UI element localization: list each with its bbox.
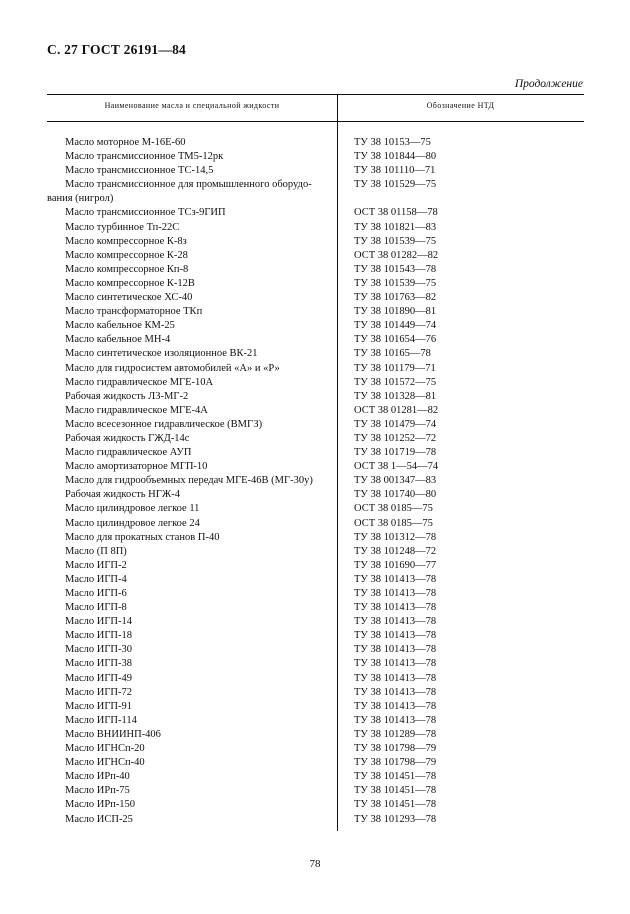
- row-oil-name: [65, 601, 334, 615]
- row-oil-name-text: Масло компрессорное К-8з: [65, 235, 187, 247]
- row-ntd-designation: ТУ 38 101413—78: [354, 658, 437, 670]
- row-oil-name: [65, 164, 334, 178]
- row-ntd-designation: ТУ 38 101690—77: [354, 559, 437, 571]
- row-ntd-designation: ТУ 38 101451—78: [354, 785, 437, 797]
- row-ntd-designation: ТУ 38 101413—78: [354, 630, 437, 642]
- row-oil-name: [65, 700, 334, 714]
- row-oil-name-text: Масло кабельное МН-4: [65, 334, 171, 346]
- page-header-title: С. 27 ГОСТ 26191—84: [47, 42, 186, 57]
- row-oil-name: [65, 235, 334, 249]
- row-oil-name-text: Масло синтетическое изоляционное ВК-21: [65, 348, 258, 360]
- table-row: [47, 432, 584, 446]
- table-row: [47, 545, 584, 559]
- row-oil-name-text: Масло компрессорное К-28: [65, 249, 188, 261]
- row-oil-name-text: Масло компрессорное К-12В: [65, 277, 195, 289]
- row-oil-name: [65, 615, 334, 629]
- row-oil-name: [65, 545, 334, 559]
- row-ntd-designation: ТУ 38 101293—78: [354, 813, 437, 825]
- row-oil-name-text: Масло для гидрообъемных передач МГЕ-46В (МГ-30у): [65, 475, 313, 487]
- row-ntd-designation: ТУ 38 101413—78: [354, 686, 437, 698]
- table-row: [47, 601, 584, 615]
- row-ntd-designation: ОСТ 38 01158—78: [354, 207, 438, 219]
- row-oil-name-text: Масло ИСП-25: [65, 813, 133, 825]
- row-oil-name: [65, 686, 334, 700]
- row-ntd-designation: ОСТ 38 0185—75: [354, 517, 433, 529]
- table-top-rule: [47, 94, 584, 95]
- table-row: [47, 291, 584, 305]
- table-row: [47, 657, 584, 671]
- row-oil-name: [65, 488, 334, 502]
- row-ntd-designation: ТУ 38 101890—81: [354, 306, 437, 318]
- row-ntd-designation: ОСТ 38 01281—82: [354, 404, 439, 416]
- row-oil-name-text: Масло цилиндровое легкое 11: [65, 503, 200, 515]
- row-ntd-designation: ОСТ 38 1—54—74: [354, 461, 439, 473]
- row-oil-name: [65, 460, 334, 474]
- row-oil-name: [65, 263, 334, 277]
- row-oil-name: [65, 672, 334, 686]
- table-row: [47, 756, 584, 770]
- row-ntd-designation: ТУ 38 10165—78: [354, 348, 431, 360]
- row-oil-name: [65, 249, 334, 263]
- row-oil-name-text: Масло трансмиссионное для промышленного оборудо-: [65, 179, 312, 191]
- row-ntd-designation: ТУ 38 101413—78: [354, 573, 437, 585]
- row-oil-name: [65, 376, 334, 390]
- row-oil-name-text: Масло для прокатных станов П-40: [65, 531, 220, 543]
- table-row: [47, 700, 584, 714]
- row-oil-name-text: Масло ИГП-2: [65, 559, 127, 571]
- row-ntd-designation: ТУ 38 101539—75: [354, 277, 437, 289]
- column-header-ntd: Обозначение НТД: [426, 101, 495, 110]
- row-ntd-designation: ТУ 38 101479—74: [354, 418, 437, 430]
- row-ntd-designation: ТУ 38 101312—78: [354, 531, 437, 543]
- row-oil-name-text: Масло кабельное КМ-25: [65, 320, 175, 332]
- table-row: [47, 446, 584, 460]
- row-oil-name: [65, 629, 334, 643]
- row-oil-name-text: Рабочая жидкость ЛЗ-МГ-2: [65, 390, 189, 402]
- table-body: [47, 136, 584, 827]
- row-oil-name-text: Масло всесезонное гидравлическое (ВМГЗ): [65, 418, 263, 430]
- row-ntd-designation: ТУ 38 101543—78: [354, 263, 437, 275]
- row-oil-name: [65, 784, 334, 798]
- table-row: [47, 488, 584, 502]
- table-row: [47, 672, 584, 686]
- table-row: [47, 235, 584, 249]
- row-oil-name: [65, 418, 334, 432]
- row-oil-name: [65, 277, 334, 291]
- row-ntd-designation: ТУ 38 101248—72: [354, 545, 437, 557]
- row-oil-name-text: Масло ИРп-40: [65, 771, 130, 783]
- table-row: [47, 714, 584, 728]
- table-row: [47, 559, 584, 573]
- row-ntd-designation: ТУ 38 101449—74: [354, 320, 437, 332]
- table-row: [47, 319, 584, 333]
- table-row: [47, 333, 584, 347]
- row-ntd-designation: ТУ 38 101798—79: [354, 757, 437, 769]
- table-row: [47, 249, 584, 263]
- row-oil-name-text: Масло ИГП-30: [65, 644, 133, 656]
- table-row: [47, 263, 584, 277]
- table-row: [47, 376, 584, 390]
- row-oil-name-text: Масло ИГП-14: [65, 616, 133, 628]
- row-ntd-designation: ТУ 38 101821—83: [354, 221, 437, 233]
- table-row: [47, 178, 584, 206]
- table-row: [47, 150, 584, 164]
- row-oil-name-text: Масло ИГП-91: [65, 700, 133, 712]
- table-row: [47, 615, 584, 629]
- row-oil-name-text: Масло ИГНСп-20: [65, 743, 145, 755]
- row-ntd-designation: ТУ 38 101529—75: [354, 179, 437, 191]
- row-ntd-designation: ТУ 38 101252—72: [354, 432, 437, 444]
- table-row: [47, 221, 584, 235]
- row-ntd-designation: ОСТ 38 01282—82: [354, 249, 439, 261]
- row-ntd-designation: ТУ 38 101798—79: [354, 743, 437, 755]
- row-oil-name: [65, 756, 334, 770]
- row-oil-name-text: Рабочая жидкость ГЖД-14с: [65, 432, 190, 444]
- table-row: [47, 136, 584, 150]
- table-row: [47, 164, 584, 178]
- row-oil-name-text: Масло турбинное Тп-22С: [65, 221, 180, 233]
- row-oil-name-continuation: вания (нигрол): [47, 193, 114, 205]
- table-header-rule: [47, 121, 584, 122]
- row-oil-name-text: Масло гидравлическое АУП: [65, 447, 192, 459]
- table-row: [47, 418, 584, 432]
- row-ntd-designation: ТУ 38 101740—80: [354, 489, 437, 501]
- row-ntd-designation: ОСТ 38 0185—75: [354, 503, 433, 515]
- row-oil-name: [65, 390, 334, 404]
- row-oil-name-text: Масло цилиндровое легкое 24: [65, 517, 200, 529]
- row-oil-name-text: Масло ИРп-150: [65, 799, 136, 811]
- row-oil-name-text: Масло ИГП-114: [65, 714, 137, 726]
- table-row: [47, 347, 584, 361]
- table-row: [47, 362, 584, 376]
- row-oil-name: [65, 319, 334, 333]
- row-oil-name-text: Масло ИГП-8: [65, 602, 127, 614]
- row-oil-name-text: Масло ИГП-18: [65, 630, 133, 642]
- row-oil-name-text: Масло компрессорное Кп-8: [65, 263, 189, 275]
- row-oil-name: [65, 643, 334, 657]
- row-ntd-designation: ТУ 38 101763—82: [354, 292, 437, 304]
- row-ntd-designation: ТУ 38 101289—78: [354, 728, 437, 740]
- table-row: [47, 798, 584, 812]
- row-ntd-designation: ТУ 38 101413—78: [354, 602, 437, 614]
- table-row: [47, 587, 584, 601]
- row-oil-name-text: Масло ВНИИНП-406: [65, 728, 161, 740]
- row-ntd-designation: ТУ 38 001347—83: [354, 475, 437, 487]
- row-oil-name: [65, 770, 334, 784]
- row-oil-name: [65, 657, 334, 671]
- table-row: [47, 390, 584, 404]
- row-oil-name-text: Масло для гидросистем автомобилей «А» и «Р»: [65, 362, 280, 374]
- row-ntd-designation: ТУ 38 101110—71: [354, 165, 436, 177]
- row-oil-name-text: Масло ИГП-4: [65, 573, 127, 585]
- table-row: [47, 206, 584, 220]
- row-ntd-designation: ТУ 38 101844—80: [354, 151, 437, 163]
- continuation-label: Продолжение: [514, 78, 583, 90]
- row-oil-name: [65, 446, 334, 460]
- row-oil-name-text: Масло ИГП-72: [65, 686, 133, 698]
- row-oil-name: [65, 517, 334, 531]
- row-oil-name-text: Рабочая жидкость НГЖ-4: [65, 489, 180, 501]
- row-oil-name-text: Масло трансмиссионное ТС-14,5: [65, 165, 214, 177]
- table-row: [47, 770, 584, 784]
- table-row: [47, 813, 584, 827]
- page-number: 78: [309, 858, 321, 870]
- table-row: [47, 629, 584, 643]
- table-row: [47, 460, 584, 474]
- row-oil-name-text: Масло ИГП-38: [65, 658, 133, 670]
- row-ntd-designation: ТУ 38 101413—78: [354, 714, 437, 726]
- table-row: [47, 686, 584, 700]
- table-row: [47, 573, 584, 587]
- column-header-name: Наименование масла и специальной жидкости: [104, 101, 280, 110]
- row-oil-name-text: Масло моторное М-16Е-60: [65, 137, 186, 148]
- row-oil-name: [65, 136, 334, 150]
- row-ntd-designation: ТУ 38 101413—78: [354, 700, 437, 712]
- row-oil-name-text: Масло трансмиссионное ТСз-9ГИП: [65, 207, 226, 219]
- row-oil-name: [65, 206, 334, 220]
- row-ntd-designation: ТУ 38 101179—71: [354, 362, 436, 374]
- row-ntd-designation: ТУ 38 101572—75: [354, 376, 437, 388]
- table-row: [47, 277, 584, 291]
- row-oil-name-text: Масло ИГП-6: [65, 588, 127, 599]
- table-row: [47, 305, 584, 319]
- table-row: [47, 728, 584, 742]
- row-ntd-designation: ТУ 38 101451—78: [354, 771, 437, 783]
- row-oil-name: [65, 404, 334, 418]
- row-oil-name: [65, 742, 334, 756]
- row-oil-name: [65, 474, 334, 488]
- row-ntd-designation: ТУ 38 101654—76: [354, 334, 437, 346]
- row-oil-name-text: Масло трансмиссионное ТМ5-12рк: [65, 151, 224, 163]
- table-row: [47, 404, 584, 418]
- row-ntd-designation: ТУ 38 10153—75: [354, 137, 431, 148]
- row-oil-name: [65, 150, 334, 164]
- row-ntd-designation: ТУ 38 101539—75: [354, 235, 437, 247]
- row-oil-name-text: Масло ИГП-49: [65, 672, 133, 684]
- row-oil-name: [65, 333, 334, 347]
- row-oil-name-text: Масло (П 8П): [65, 545, 127, 557]
- row-ntd-designation: ТУ 38 101413—78: [354, 644, 437, 656]
- table-row: [47, 474, 584, 488]
- row-oil-name: [65, 305, 334, 319]
- row-oil-name-text: Масло гидравлическое МГЕ-10А: [65, 376, 214, 388]
- row-oil-name: [65, 813, 334, 827]
- row-oil-name: [65, 531, 334, 545]
- row-oil-name: [65, 587, 334, 601]
- row-ntd-designation: ТУ 38 101451—78: [354, 799, 437, 811]
- row-oil-name: [65, 573, 334, 587]
- table-row: [47, 517, 584, 531]
- row-oil-name: [65, 502, 334, 516]
- row-ntd-designation: ТУ 38 101719—78: [354, 447, 437, 459]
- table-row: [47, 531, 584, 545]
- row-oil-name: [65, 728, 334, 742]
- row-oil-name: [65, 221, 334, 235]
- row-oil-name: [65, 291, 334, 305]
- table-row: [47, 742, 584, 756]
- row-oil-name: [47, 178, 334, 206]
- row-oil-name: [65, 559, 334, 573]
- row-ntd-designation: ТУ 38 101413—78: [354, 672, 437, 684]
- table-row: [47, 643, 584, 657]
- row-oil-name-text: Масло синтетическое ХС-40: [65, 292, 193, 304]
- table-row: [47, 502, 584, 516]
- row-oil-name: [65, 714, 334, 728]
- table-row: [47, 784, 584, 798]
- row-oil-name-text: Масло гидравлическое МГЕ-4А: [65, 404, 208, 416]
- row-oil-name-text: Масло ИРп-75: [65, 785, 130, 797]
- row-ntd-designation: ТУ 38 101413—78: [354, 588, 437, 599]
- row-ntd-designation: ТУ 38 101413—78: [354, 616, 437, 628]
- row-oil-name: [65, 362, 334, 376]
- row-ntd-designation: ТУ 38 101328—81: [354, 390, 437, 402]
- row-oil-name-text: Масло ИГНСп-40: [65, 757, 145, 769]
- row-oil-name-text: Масло амортизаторное МГП-10: [65, 461, 208, 473]
- row-oil-name: [65, 432, 334, 446]
- row-oil-name: [65, 798, 334, 812]
- row-oil-name: [65, 347, 334, 361]
- row-oil-name-text: Масло трансформаторное ТКп: [65, 306, 203, 318]
